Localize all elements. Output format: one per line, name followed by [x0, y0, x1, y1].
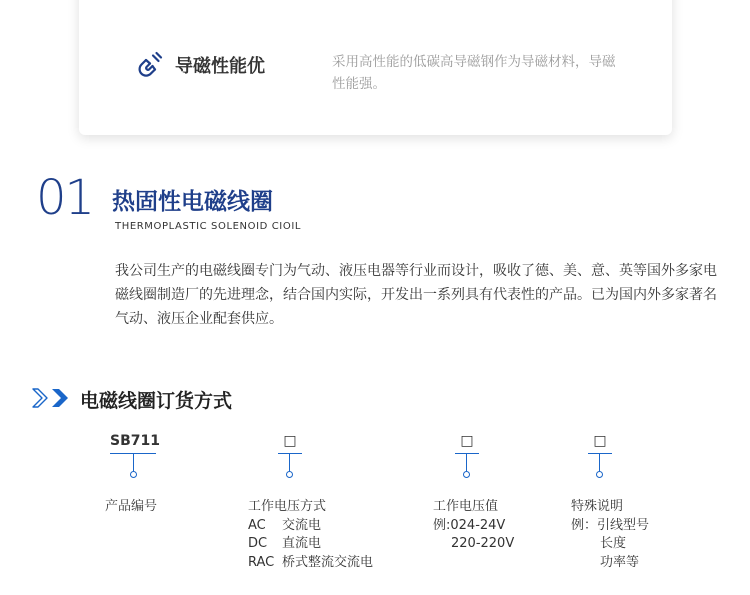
column-desc: [571, 498, 649, 572]
desc-line: 工作电压值: [433, 499, 499, 514]
underline: [278, 453, 302, 454]
magnet-icon: [137, 49, 165, 77]
desc-line: 220-220V: [451, 536, 515, 551]
desc-row: [248, 517, 373, 536]
desc-row: [248, 535, 373, 554]
order-column-special: [571, 433, 650, 570]
connector-line: [133, 454, 134, 471]
feature-title: 导磁性能优: [175, 56, 265, 77]
code-text: 直流电: [282, 536, 322, 551]
connector-dot: [463, 471, 470, 478]
connector-dot: [130, 471, 137, 478]
section-number: 01: [36, 170, 94, 226]
column-desc: [105, 498, 157, 517]
placeholder-box: □: [283, 433, 297, 449]
desc-line: 工作电压方式: [248, 499, 327, 514]
desc-line: 例:024-24V: [433, 517, 506, 533]
desc-row: [248, 554, 373, 573]
column-desc: [248, 498, 373, 572]
desc-line: 功率等: [600, 554, 640, 570]
column-desc: [433, 498, 514, 554]
desc-line: 产品编号: [105, 499, 158, 514]
desc-line: 长度: [600, 536, 627, 551]
double-chevron-icon: [31, 388, 73, 408]
connector-line: [599, 454, 600, 471]
desc-line: 例：引线型号: [571, 517, 650, 533]
feature-card: [79, 0, 672, 135]
desc-line: 特殊说明: [571, 499, 624, 514]
feature-description: 采用高性能的低碳高导磁钢作为导磁材料，导磁性能强。: [332, 54, 616, 92]
code: DC: [248, 536, 268, 551]
order-column-voltage-value: [433, 433, 515, 551]
placeholder-box: □: [460, 433, 474, 449]
product-code-label: SB711: [110, 433, 160, 449]
order-column-product-code: [105, 433, 160, 514]
section-title: 热固性电磁线圈: [112, 189, 273, 215]
code: RAC: [248, 554, 275, 570]
code-text: 桥式整流交流电: [282, 554, 374, 570]
connector-line: [466, 454, 467, 471]
code: AC: [248, 517, 266, 533]
underline: [588, 453, 612, 454]
section-subtitle: THERMOPLASTIC SOLENOID CIOIL: [115, 221, 302, 232]
connector-dot: [596, 471, 603, 478]
code-text: 交流电: [282, 517, 322, 533]
placeholder-box: □: [593, 433, 607, 449]
connector-line: [289, 454, 290, 471]
order-title: 电磁线圈订货方式: [80, 390, 233, 412]
connector-dot: [286, 471, 293, 478]
order-column-voltage-mode: [248, 433, 374, 570]
underline: [455, 453, 479, 454]
section-paragraph: 我公司生产的电磁线圈专门为气动、液压电器等行业而设计，吸收了德、美、意、英等国外多家电磁线圈制造厂的先进理念，结合国内实际，开发出一系列具有代表性的产品。已为国内外多家著名气动、液压企业配套供应。: [115, 263, 717, 327]
